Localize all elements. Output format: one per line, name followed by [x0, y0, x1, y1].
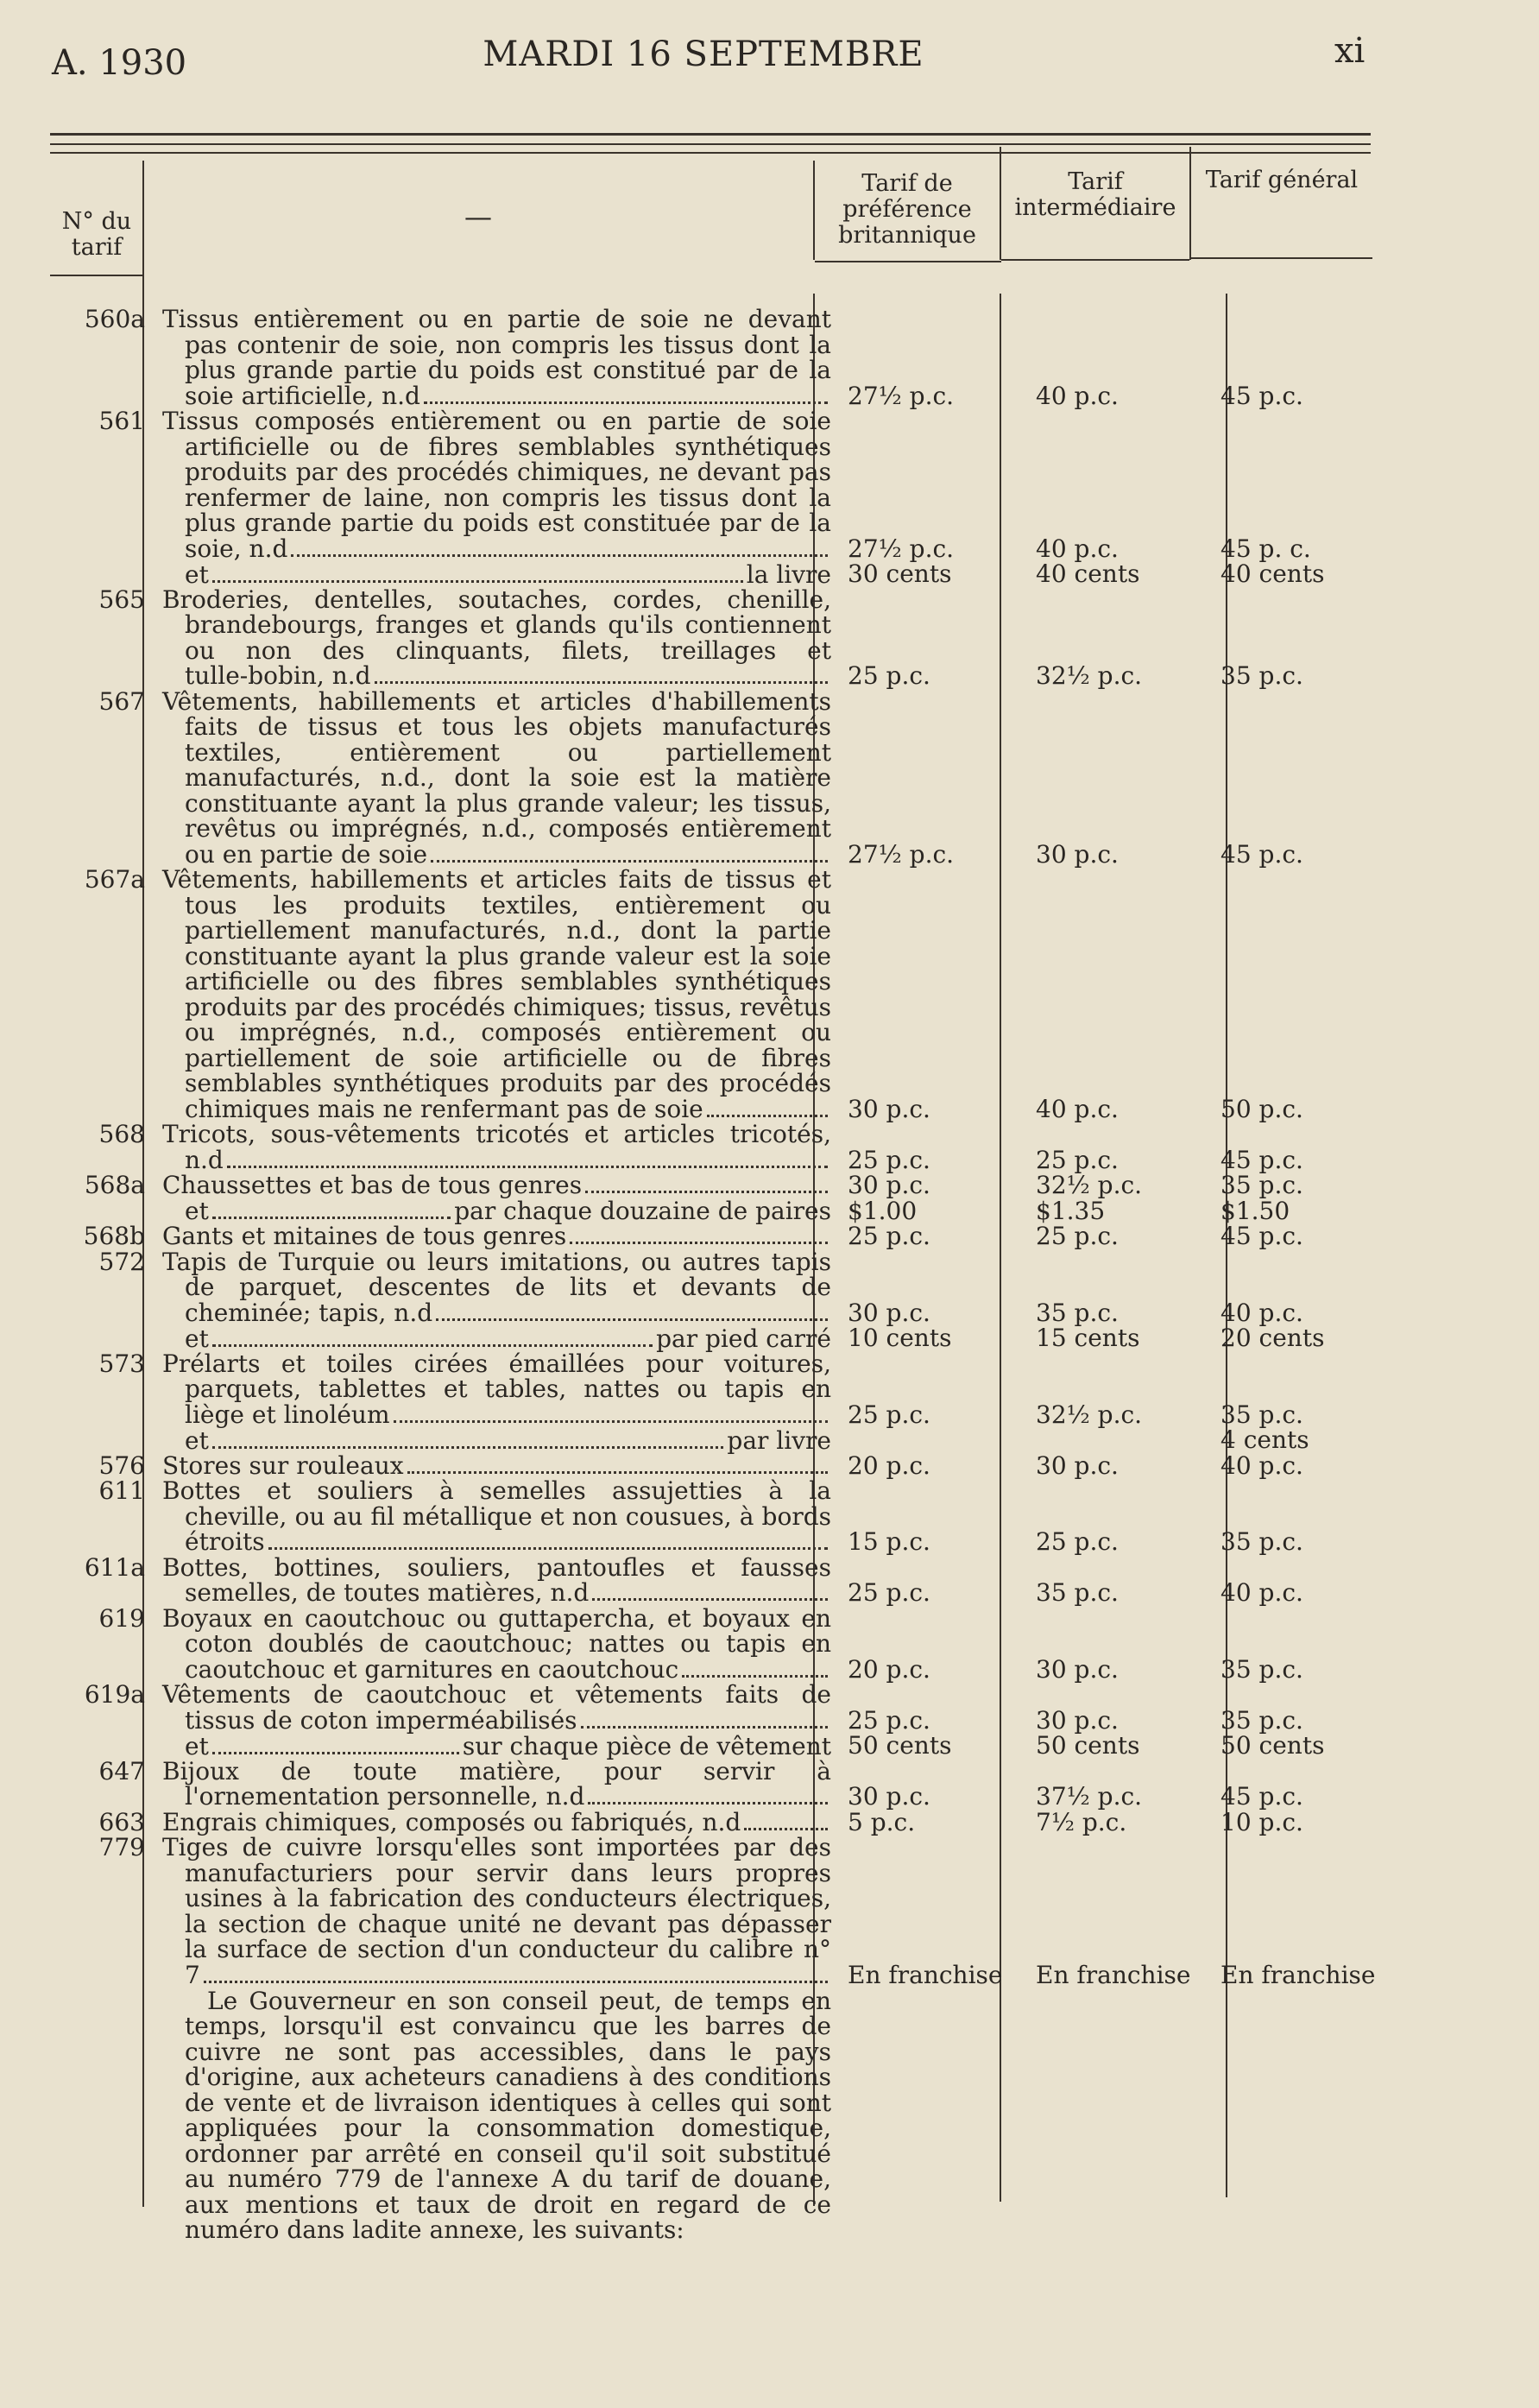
dot-leader [212, 1344, 653, 1347]
dot-leader [212, 580, 743, 583]
description-entry: Vêtements, habillements et articles d'habillements faits de tissus et tous les objets manufacturés textiles, entièrement ou partiellement manufacturés, n.d., dont la soie est la matière constituante ayant la plus grande valeur; les tissus, revêtus ou imprégnés, n.d., composés entièrement ou en partie de soie [162, 686, 831, 869]
rate-intermediate: 37½ p.c. [1036, 1782, 1143, 1811]
rate-general: 35 p.c. [1220, 1705, 1303, 1735]
rate-intermediate: 40 cents [1036, 559, 1140, 588]
description-entry: Tiges de cuivre lorsqu'elles sont importées par des manufacturiers pour servir dans leurs propres usines à la fabrication des conducteurs électriques, la section de chaque unité ne devant pas dépasser la surface de section d'un conducteur du calibre n° 7 [162, 1833, 831, 1989]
tariff-description [162, 1122, 831, 1173]
description-entry: et par chaque douzaine de paires [185, 1197, 831, 1225]
tariff-description [162, 1552, 831, 1607]
rate-intermediate: $1.35 [1036, 1196, 1106, 1225]
header-underline [1191, 257, 1372, 259]
rate-intermediate: 32½ p.c. [1036, 1400, 1143, 1429]
rate-intermediate: 15 cents [1036, 1324, 1140, 1352]
description-entry: Stores sur rouleaux [162, 1453, 831, 1479]
dot-leader [204, 1981, 828, 1983]
rate-british: En franchise [848, 1960, 1003, 1989]
description-entry: Prélarts et toiles cirées émaillées pour voitures, parquets, tablettes et tables, nattes ou tapis en liège et linoléum [162, 1349, 831, 1429]
description-entry: Engrais chimiques, composés ou fabriqués, n.d [162, 1810, 831, 1836]
rate-intermediate: En franchise [1036, 1960, 1191, 1989]
description-entry: et la livre [185, 559, 831, 589]
tariff-description [162, 307, 831, 409]
tariff-number: 560a [84, 305, 145, 333]
rate-general: 20 cents [1220, 1324, 1325, 1352]
rate-intermediate: 32½ p.c. [1036, 661, 1143, 690]
description-entry: Chaussettes et bas de tous genres [162, 1172, 831, 1198]
dot-leader [375, 681, 828, 684]
dot-leader [436, 1318, 828, 1321]
rate-british: 30 p.c. [848, 1094, 930, 1123]
rate-intermediate: 7½ p.c. [1036, 1807, 1127, 1836]
description-entry: et par pied carré [185, 1324, 831, 1353]
tariff-description [162, 1351, 831, 1454]
description-entry: Tissus composés entièrement ou en partie de soie artificielle ou de fibres semblables synthétiques produits par des procédés chimiques, ne devant pas renfermer de laine, non compris les tissus dont la plus grande partie du poids est constituée par de la soie, n.d [162, 407, 831, 563]
rate-general: 35 p.c. [1220, 1400, 1303, 1429]
tariff-description [162, 1249, 831, 1352]
rate-general: 45 p.c. [1220, 381, 1303, 410]
rate-unit: par chaque douzaine de paires [454, 1197, 831, 1225]
dot-leader [212, 1752, 459, 1754]
tariff-number: 567a [84, 865, 145, 894]
rate-general: $1.50 [1220, 1196, 1290, 1225]
top-rule [50, 152, 1371, 154]
tariff-number: 611a [84, 1552, 145, 1582]
dot-leader [407, 1471, 828, 1474]
tariff-number: 565 [98, 585, 145, 614]
rate-british: $1.00 [848, 1196, 918, 1225]
header-general: Tarif général [1205, 167, 1359, 193]
page-number: xi [1334, 31, 1366, 71]
dot-leader [682, 1675, 828, 1678]
description-entry: Vêtements, habillements et articles faits de tissus et tous les produits textiles, entièrement ou partiellement manufacturés, n.d., dont la partie constituante ayant la plus grande valeur est la soie artificielle ou des fibres semblables synthétiques produits par des procédés chimiques; tissus, revêtus ou imprégnés, n.d., composés entièrement ou partiellement de soie artificielle ou de fibres semblables synthétiques produits par des procédés chimiques mais ne renfermant pas de soie [162, 865, 831, 1123]
rate-general: En franchise [1220, 1960, 1376, 1989]
rate-intermediate: 40 p.c. [1036, 1094, 1119, 1123]
rate-general: 10 p.c. [1220, 1807, 1303, 1836]
tariff-description [162, 1682, 831, 1760]
description-entry: Tricots, sous-vêtements tricotés et articles tricotés, n.d [162, 1120, 831, 1174]
tariff-number: 572 [98, 1247, 145, 1276]
dot-leader [424, 401, 828, 404]
dot-leader [431, 860, 828, 863]
rate-general: 45 p.c. [1220, 1782, 1303, 1811]
rate-intermediate: 40 p.c. [1036, 381, 1119, 410]
rate-british: 30 cents [848, 559, 952, 588]
tariff-description [162, 1603, 831, 1684]
tariff-number: 611 [98, 1476, 145, 1505]
rate-general: 45 p.c. [1220, 1222, 1303, 1250]
header-underline [50, 275, 143, 276]
rate-unit: par pied carré [656, 1324, 831, 1353]
header-british-preference: Tarif de préférence britannique [838, 170, 976, 249]
rate-general: 35 p.c. [1220, 661, 1303, 690]
rate-general: 40 cents [1220, 559, 1325, 588]
header-description: — [464, 200, 492, 233]
dot-leader [707, 1115, 828, 1117]
rate-british: 30 p.c. [848, 1171, 930, 1199]
description-entry: Broderies, dentelles, soutaches, cordes, chenille, brandebourgs, franges et glands qu'ils contiennent ou non des clinquants, filets, treillages et tulle-bobin, n.d [162, 585, 831, 690]
tariff-description [162, 408, 831, 588]
tariff-number: 619a [84, 1680, 145, 1709]
description-entry: Le Gouverneur en son conseil peut, de temps en temps, lorsqu'il est convaincu que les barres de cuivre ne sont pas accessibles, dans le pays d'origine, aux acheteurs canadiens à des conditions de vente et de livraison identiques à celles qui sont appliquées pour la consommation domestique, ordonner par arrêté en conseil qu'il soit substitué au numéro 779 de l'annexe A du tarif de douane, aux mentions et taux de droit en regard de ce numéro dans ladite annexe, les suivants: [185, 1986, 831, 2244]
dot-leader [227, 1166, 828, 1168]
tariff-number: 567 [98, 686, 145, 716]
rate-general: 40 p.c. [1220, 1450, 1303, 1480]
rate-general: 45 p. c. [1220, 534, 1311, 563]
description-entry: et sur chaque pièce de vêtement [185, 1731, 831, 1760]
tariff-number: 779 [98, 1833, 145, 1861]
rate-british: 30 p.c. [848, 1782, 930, 1811]
rate-british: 25 p.c. [848, 1400, 930, 1429]
rate-british: 30 p.c. [848, 1298, 930, 1327]
dot-leader [570, 1242, 828, 1244]
dot-leader [394, 1420, 828, 1423]
tariff-number: 663 [98, 1807, 145, 1836]
tariff-description [162, 1807, 831, 1836]
tariff-number: 568a [84, 1171, 145, 1199]
session-label: A. 1930 [52, 43, 187, 83]
dot-leader [212, 1217, 451, 1219]
dot-leader [212, 1446, 724, 1449]
tariff-number: 619 [98, 1603, 145, 1633]
rate-general: 40 p.c. [1220, 1298, 1303, 1327]
rate-british: 20 p.c. [848, 1654, 930, 1684]
rate-intermediate: 35 p.c. [1036, 1298, 1119, 1327]
rate-general: 35 p.c. [1220, 1654, 1303, 1684]
rate-intermediate: 32½ p.c. [1036, 1171, 1143, 1199]
rate-intermediate: 30 p.c. [1036, 1705, 1119, 1735]
tariff-number: 568b [83, 1222, 145, 1250]
tariff-description [162, 1223, 831, 1249]
rate-intermediate: 35 p.c. [1036, 1578, 1119, 1607]
tariff-number: 576 [98, 1450, 145, 1480]
header-intermediate: Tarif intermédiaire [1014, 168, 1176, 221]
header-underline [1001, 259, 1189, 261]
tariff-number: 647 [98, 1756, 145, 1785]
tariff-description [162, 587, 831, 690]
description-entry: Vêtements de caoutchouc et vêtements faits de tissus de coton imperméabilisés [162, 1680, 831, 1735]
tariff-description [162, 686, 831, 869]
rate-intermediate: 30 p.c. [1036, 1450, 1119, 1480]
rate-british: 25 p.c. [848, 1705, 930, 1735]
description-entry: Bottes, bottines, souliers, pantoufles et fausses semelles, de toutes matières, n.d [162, 1552, 831, 1607]
rate-intermediate: 25 p.c. [1036, 1145, 1119, 1174]
tariff-description [162, 867, 831, 1122]
rate-general: 50 p.c. [1220, 1094, 1303, 1123]
tariff-description [162, 1450, 831, 1480]
rate-british: 5 p.c. [848, 1807, 916, 1836]
tariff-description [162, 1756, 831, 1811]
description-entry: Bijoux de toute matière, pour servir à l'ornementation personnelle, n.d [162, 1756, 831, 1811]
page-date-title: MARDI 16 SEPTEMBRE [483, 35, 924, 74]
dot-leader [268, 1547, 828, 1550]
header-tariff-number: N° du tarif [61, 208, 132, 261]
description-entry: Gants et mitaines de tous genres [162, 1223, 831, 1249]
rate-general: 50 cents [1220, 1731, 1325, 1760]
header-underline [815, 261, 1001, 262]
top-rule [50, 143, 1371, 145]
tariff-number: 561 [98, 407, 145, 435]
dot-leader [585, 1191, 828, 1193]
rate-british: 15 p.c. [848, 1527, 930, 1556]
rate-british: 27½ p.c. [848, 534, 955, 563]
rate-british: 25 p.c. [848, 1145, 930, 1174]
rate-general: 4 cents [1220, 1425, 1309, 1454]
rate-british: 27½ p.c. [848, 839, 955, 869]
rate-general: 35 p.c. [1220, 1527, 1303, 1556]
rate-general: 35 p.c. [1220, 1171, 1303, 1199]
dot-leader [592, 1598, 828, 1601]
dot-leader [588, 1802, 828, 1804]
rate-british: 25 p.c. [848, 1222, 930, 1250]
rate-unit: sur chaque pièce de vêtement [462, 1731, 831, 1760]
rate-british: 10 cents [848, 1324, 952, 1352]
description-entry: Boyaux en caoutchouc ou guttapercha, et boyaux en coton doublés de caoutchouc; nattes ou tapis en caoutchouc et garnitures en caoutchouc [162, 1603, 831, 1684]
tariff-number: 568 [98, 1120, 145, 1148]
rate-unit: par livre [727, 1425, 831, 1455]
description-entry: Bottes et souliers à semelles assujetties à la cheville, ou au fil métallique et non cousues, à bords étroits [162, 1476, 831, 1556]
rate-intermediate: 50 cents [1036, 1731, 1140, 1760]
column-divider [1189, 147, 1191, 260]
page-header [0, 26, 1539, 95]
rate-unit: la livre [746, 559, 831, 589]
rate-british: 25 p.c. [848, 661, 930, 690]
rate-british: 20 p.c. [848, 1450, 930, 1480]
tariff-number: 573 [98, 1349, 145, 1378]
rate-british: 27½ p.c. [848, 381, 955, 410]
rate-intermediate: 30 p.c. [1036, 1654, 1119, 1684]
tariff-description [162, 1835, 831, 2243]
tariff-description [162, 1172, 831, 1224]
rate-british: 25 p.c. [848, 1578, 930, 1607]
rate-general: 45 p.c. [1220, 1145, 1303, 1174]
column-divider [1000, 294, 1001, 2202]
rate-intermediate: 40 p.c. [1036, 534, 1119, 563]
description-entry: Tapis de Turquie ou leurs imitations, ou autres tapis de parquet, descentes de lits et devants de cheminée; tapis, n.d [162, 1247, 831, 1327]
tariff-description [162, 1478, 831, 1555]
rate-intermediate: 30 p.c. [1036, 839, 1119, 869]
rate-intermediate: 25 p.c. [1036, 1527, 1119, 1556]
rate-british: 50 cents [848, 1731, 952, 1760]
rate-general: 40 p.c. [1220, 1578, 1303, 1607]
rate-general: 45 p.c. [1220, 839, 1303, 869]
top-rule [50, 133, 1371, 136]
dot-leader [581, 1726, 828, 1729]
description-entry: Tissus entièrement ou en partie de soie ne devant pas contenir de soie, non compris les tissus dont la plus grande partie du poids est constitué par de la soie artificielle, n.d [162, 305, 831, 410]
dot-leader [744, 1828, 828, 1830]
dot-leader [291, 554, 828, 557]
description-entry: et par livre [185, 1425, 831, 1455]
rate-intermediate: 25 p.c. [1036, 1222, 1119, 1250]
